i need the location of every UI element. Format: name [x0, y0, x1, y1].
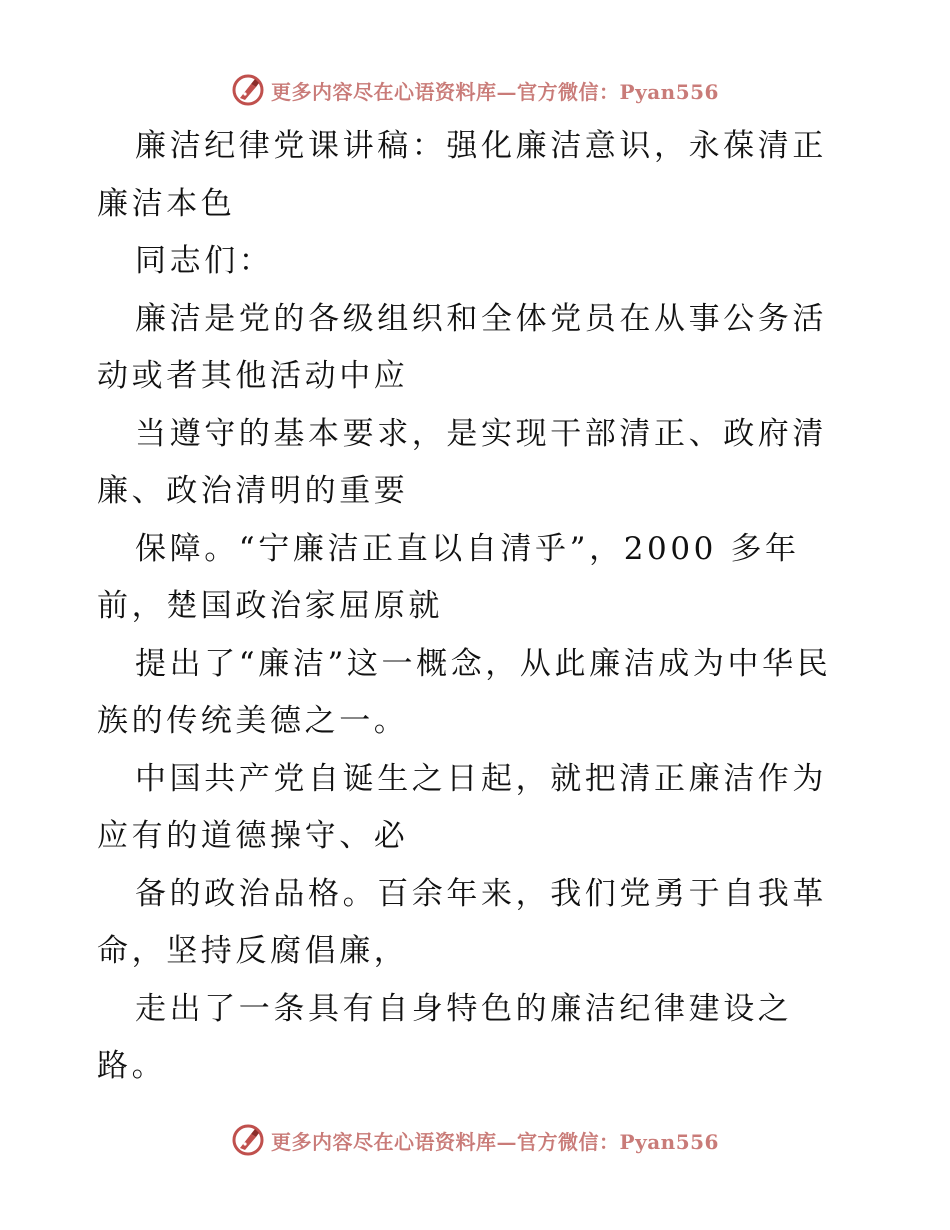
- pen-nib-logo-icon: [231, 73, 265, 107]
- paragraph: 中国共产党自诞生之日起，就把清正廉洁作为应有的道德操守、必: [97, 760, 827, 854]
- paragraph: 保障。“宁廉洁正直以自清乎”，2000 多年前，楚国政治家屈原就: [97, 530, 800, 624]
- paragraph: 提出了“廉洁”这一概念，从此廉洁成为中华民族的传统美德之一。: [97, 645, 832, 739]
- watermark-text: 更多内容尽在心语资料库—官方微信：Pyan556: [271, 79, 719, 104]
- header-watermark: [0, 70, 950, 110]
- pen-nib-logo-icon: [231, 1123, 265, 1157]
- document-title: 廉洁纪律党课讲稿：强化廉洁意识，永葆清正廉洁本色: [97, 128, 827, 222]
- footer-watermark: [0, 1120, 950, 1160]
- salutation: 同志们：: [135, 243, 274, 279]
- paragraph: 走出了一条具有自身特色的廉洁纪律建设之路。: [97, 990, 793, 1084]
- document-body: [97, 118, 857, 1096]
- paragraph: 当遵守的基本要求，是实现干部清正、政府清廉、政治清明的重要: [97, 415, 827, 509]
- watermark-text: 更多内容尽在心语资料库—官方微信：Pyan556: [271, 1129, 719, 1154]
- paragraph: 廉洁是党的各级组织和全体党员在从事公务活动或者其他活动中应: [97, 300, 827, 394]
- paragraph: 备的政治品格。百余年来，我们党勇于自我革命，坚持反腐倡廉，: [97, 875, 827, 969]
